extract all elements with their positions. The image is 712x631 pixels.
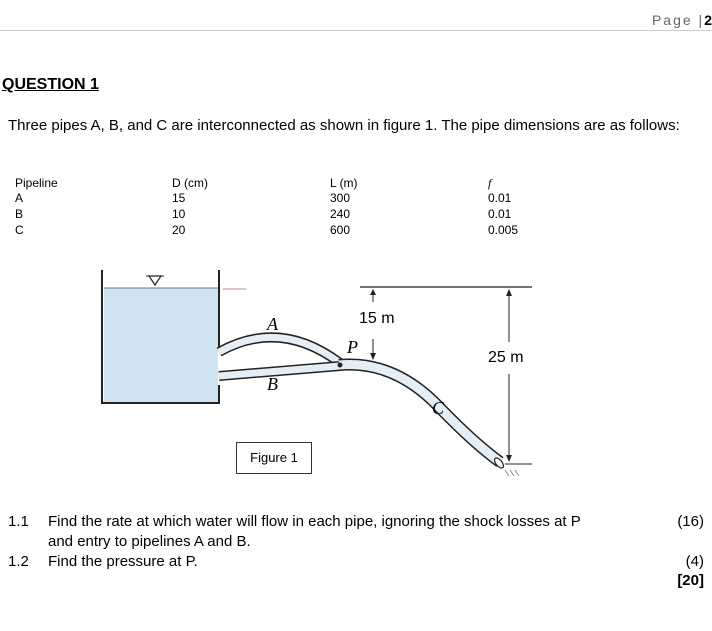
label-pipe-a: A [267, 314, 278, 334]
table-cell: 0.005 [488, 223, 519, 237]
table-cell: C [15, 223, 24, 237]
dimension-15m: 15 m [359, 310, 395, 327]
figure-caption: Figure 1 [236, 442, 312, 474]
question-title: QUESTION 1 [2, 76, 99, 93]
table-header-pipeline: Pipeline [15, 176, 58, 190]
part-marks: (4) [685, 553, 704, 570]
table-cell: 15 [172, 191, 186, 205]
label-pipe-c: C [432, 398, 445, 418]
part-text: Find the pressure at P. [48, 553, 198, 570]
part-marks: (16) [677, 513, 704, 530]
table-cell: 600 [330, 223, 351, 237]
reservoir-water [104, 288, 218, 402]
dimension-arrow-icon [370, 289, 376, 295]
pipe-a [219, 337, 340, 363]
label-junction-p: P [347, 337, 358, 357]
pipe-c [339, 365, 500, 462]
table-cell: B [15, 207, 24, 221]
page-number: Page |2 [651, 12, 712, 28]
dimension-arrow-icon [506, 289, 512, 296]
part-text: Find the rate at which water will flow in each pipe, ignoring the shock losses at P [48, 513, 581, 530]
free-surface-triangle-icon [149, 276, 161, 285]
table-cell: 240 [330, 207, 351, 221]
part-number: 1.2 [8, 553, 29, 570]
spray-icon [505, 470, 519, 476]
table-cell: A [15, 191, 24, 205]
question-intro: Three pipes A, B, and C are interconnected as shown in figure 1. The pipe dimensions are as follows: [8, 117, 680, 134]
table-cell: 0.01 [488, 191, 512, 205]
header-divider [0, 30, 712, 31]
junction-p [338, 363, 343, 368]
table-header-diameter: D (cm) [172, 176, 208, 190]
part-text: and entry to pipelines A and B. [48, 533, 251, 550]
pipe-b [219, 366, 340, 376]
dimension-arrow-icon [370, 353, 376, 360]
total-marks: [20] [677, 572, 704, 589]
table-cell: 20 [172, 223, 186, 237]
table-cell: 10 [172, 207, 186, 221]
dimension-25m: 25 m [488, 349, 524, 366]
label-pipe-b: B [267, 374, 278, 394]
table-header-friction: f [488, 176, 492, 190]
table-cell: 300 [330, 191, 351, 205]
dimension-arrow-icon [506, 455, 512, 462]
table-cell: 0.01 [488, 207, 512, 221]
part-number: 1.1 [8, 513, 29, 530]
pipe-network-figure [0, 260, 712, 490]
table-header-length: L (m) [330, 176, 358, 190]
